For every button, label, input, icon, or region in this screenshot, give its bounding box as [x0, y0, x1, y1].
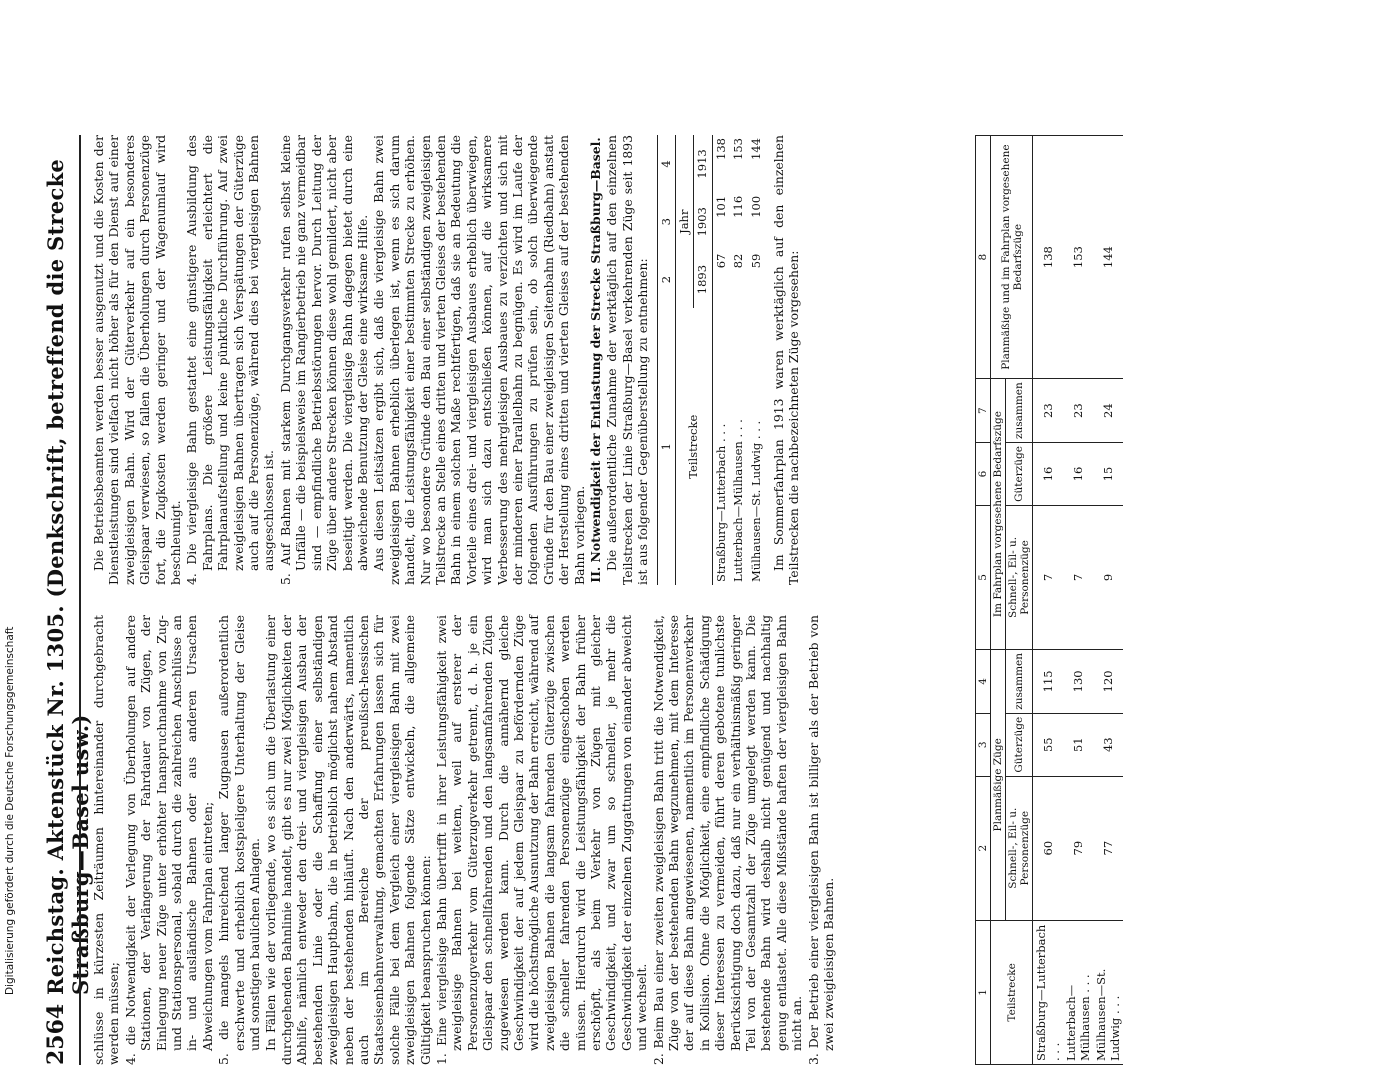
table-colnum: 2	[976, 776, 991, 920]
table-cell: 55	[1033, 713, 1064, 776]
right-column	[91, 135, 803, 585]
table-cell: 7	[1063, 505, 1093, 649]
table-header: 1913	[694, 135, 712, 193]
table-row	[730, 135, 747, 585]
table-cell: 138	[1033, 136, 1064, 379]
table-cell: 115	[1033, 649, 1064, 713]
table-cell: 60	[1033, 776, 1064, 920]
table-cell: 51	[1063, 713, 1093, 776]
table-header: Im Fahrplan vorgesehene Bedarfszüge	[991, 379, 1006, 650]
table-cell: 79	[1063, 776, 1093, 920]
table-colnum: 3	[657, 193, 675, 251]
summer-timetable-table	[975, 135, 1123, 1065]
paragraph: Die außerordentliche Zunahme der werktäglich auf den einzelnen Teilstrecken der Linie Straßburg—Basel verkehrenden Züge seit 1893 ist aus folgender Gegenüberstellung zu entnehmen:	[604, 135, 651, 585]
paragraph: 3. Der Betrieb einer viergleisigen Bahn ist billiger als der Betrieb von zwei zweigleisigen Bahnen.	[805, 615, 837, 1065]
table-row	[1033, 136, 1064, 1065]
table-colnum: 4	[657, 135, 675, 193]
table-colnum: 6	[976, 443, 991, 506]
table-cell: 59	[748, 253, 763, 269]
table-cell: 120	[1093, 649, 1123, 713]
table-cell: 67	[713, 253, 728, 269]
table-header: zusammen	[1006, 379, 1033, 443]
table-header: Planmäßige und im Fahrplan vorgesehene Bedarfszüge	[991, 136, 1033, 379]
table-cell: 130	[1063, 649, 1093, 713]
table-cell: 100	[748, 195, 763, 218]
table-cell: 138	[713, 138, 728, 160]
section-heading: II. Notwendigkeit der Entlastung der Strecke Straßburg—Basel.	[588, 137, 603, 583]
paragraph: 5. die mangels hinreichend langer Zugpausen außerordentlich erschwerte und erheblich kostspieligere Unterhaltung der Gleise und sonstigen baulichen Anlagen.	[216, 615, 263, 1065]
table-header: Teilstrecke	[991, 920, 1033, 1064]
table-cell: 153	[731, 138, 746, 160]
paragraph: 4. die Notwendigkeit der Verlegung von Überholungen auf andere Stationen, der Verlängerung der Fahrdauer von Zügen, der Einlegung neuer Züge unter erhöhter Inanspruchnahme von Zug- und Stationspersonal, sobald durch die zahlreichen Anschlüsse an in- und ausländische Bahnen oder aus anderen Ursachen Abweichungen vom Fahrplan eintreten;	[122, 615, 215, 1065]
table-colnum: 1	[657, 308, 675, 585]
table-row	[1063, 136, 1093, 1065]
table-cell: 77	[1093, 776, 1123, 920]
table-cell: 153	[1063, 136, 1093, 379]
table-cell: Mülhausen—St. Ludwig . . .	[1093, 920, 1123, 1064]
table-cell: 116	[731, 195, 746, 218]
table-header: Schnell-, Eil- u. Personenzüge	[1006, 776, 1033, 920]
table-header: zusammen	[1006, 649, 1033, 713]
table-cell: 9	[1093, 505, 1123, 649]
paragraph: 4. Die viergleisige Bahn gestattet eine günstigere Ausbildung des Fahrplans. Die größere Leistungsfähigkeit erleichtert die Fahrplanaufstellung und keine pünktliche Durchführung. Auf zwei zweigleisigen Bahnen übertragen sich Verspätungen der Güterzüge auch auf die Personenzüge, während dies bei viergleisigen Bahnen ausgeschlossen ist.	[184, 135, 277, 585]
table-cell: 144	[1093, 136, 1123, 379]
table-header: Güterzüge	[1006, 443, 1033, 506]
table-header: Planmäßige Züge	[991, 649, 1006, 920]
table-header: Güterzüge	[1006, 713, 1033, 776]
table-cell: 144	[748, 138, 763, 160]
trains-by-year-table	[657, 135, 765, 585]
table-cell: 23	[1063, 379, 1093, 443]
paragraph: In Fällen wie der vorliegende, wo es sich um die Überlastung einer durchgehenden Bahnlinie handelt, gibt es nur zwei Möglichkeiten der Abhilfe, nämlich entweder den drei- und viergleisigen Ausbau der bestehenden Linie oder die Schaffung einer selbständigen zweigleisigen Hauptbahn, die in betrieblich möglichst nahem Abstand neben der bestehenden hinläuft. Nach den anderwärts, namentlich auch im Bereiche der preußisch-hessischen Staatseisenbahnverwaltung, gemachten Erfahrungen lassen sich für solche Fälle bei dem Vergleich einer viergleisigen Bahn mit zwei zweigleisigen Bahnen folgende Sätze entwickeln, die allgemeine Gültigkeit beanspruchen können:	[263, 615, 433, 1065]
table-cell: 82	[731, 253, 746, 269]
table-row	[1093, 136, 1123, 1065]
paragraph: 2. Beim Bau einer zweiten zweigleisigen Bahn tritt die Notwendigkeit, Züge von der bestehenden Bahn wegzunehmen, mit dem Interesse der auf diese Bahn angewiesenen, namentlich im Personenverkehr in Kollision. Ohne die Möglichkeit, eine empfindliche Schädigung dieser Interessen zu vermeiden, führt deren gebotene tunlichste Berücksichtigung doch dazu, daß nur ein verhältnismäßig geringer Teil von der Gesamtzahl der Züge umgelegt werden kann. Die bestehende Bahn wird deshalb nicht genügend und nachhaltig genug entlastet. Alle diese Mißstände haften der viergleisigen Bahn nicht an.	[650, 615, 805, 1065]
table-cell: 24	[1093, 379, 1123, 443]
table-header: Jahr	[676, 135, 694, 308]
table-header: 1893	[694, 251, 712, 309]
table-colnum: 3	[976, 713, 991, 776]
paragraph: Im Sommerfahrplan 1913 waren werktäglich auf den einzelnen Teilstrecken die nachbezeichneten Züge vorgesehen:	[771, 135, 802, 585]
page-title: Reichstag. Aktenstück Nr. 1305. (Denkschrift, betreffend die Strecke Straßburg—Basel usw.)	[43, 158, 93, 995]
page-number: 2564	[43, 1003, 69, 1065]
paragraph: Die Betriebsbeamten werden besser ausgenutzt und die Kosten der Dienstleistungen sind vielfach nicht höher als für den Dienst auf einer zweigleisigen Bahn. Wird der Güterverkehr auf ein besonderes Gleispaar verwiesen, so fallen die Überholungen durch Personenzüge fort, die Zugkosten werden geringer und der Wagenumlauf wird beschleunigt.	[91, 135, 184, 585]
table-cell: 43	[1093, 713, 1123, 776]
table-cell: 101	[713, 195, 728, 218]
table-row	[712, 135, 730, 585]
paragraph: 5. Auf Bahnen mit starkem Durchgangsverkehr rufen selbst kleine Unfälle — die beispielsweise im Rangierbetrieb nie ganz vermeidbar sind — empfindliche Betriebsstörungen hervor. Durch Leitung der Züge über andere Strecken können diese wohl gemildert, nicht aber beseitigt werden. Die viergleisige Bahn dagegen bietet durch eine abweichende Benutzung der Gleise eine wirksame Hilfe.	[277, 135, 370, 585]
table-header: Schnell-, Eil- u. Personenzüge	[1006, 505, 1033, 649]
table-header: 1903	[694, 193, 712, 251]
table-colnum: 8	[976, 136, 991, 379]
header-rule	[79, 135, 81, 1065]
table-cell: Lutterbach—Mülhausen . . .	[1063, 920, 1093, 1064]
table-cell: 16	[1033, 443, 1064, 506]
left-column	[91, 615, 838, 1065]
table-colnum: 2	[657, 251, 675, 309]
table-cell: Straßburg—Lutterbach . . .	[713, 423, 728, 582]
page-header	[35, 135, 93, 1065]
table-row	[748, 135, 765, 585]
funding-note-text: Digitalisierung gefördert durch die Deutsche Forschungsgemeinschaft	[4, 626, 16, 995]
table-cell: Lutterbach—Mülhausen . . .	[731, 419, 746, 582]
table-cell: 16	[1063, 443, 1093, 506]
table-cell: Straßburg—Lutterbach . . .	[1033, 920, 1064, 1064]
table-colnum: 4	[976, 649, 991, 713]
rotated-page	[35, 135, 1265, 1065]
table-cell: 15	[1093, 443, 1123, 506]
paragraph: schlüsse in kürzesten Zeiträumen hintereinander durchgebracht werden müssen;	[91, 615, 122, 1065]
table-cell: Mülhausen—St. Ludwig . . .	[748, 420, 763, 582]
paragraph: Aus diesen Leitsätzen ergibt sich, daß die viergleisige Bahn zwei zweigleisigen Bahnen erheblich überlegen ist, wenn es sich darum handelt, die Leistungsfähigkeit einer bestimmten Strecke zu erhöhen. Nur wo besondere Gründe den Bau einer selbständigen zweigleisigen Teilstrecke an Stelle eines dritten und vierten Gleises der bestehenden Bahn in einem solchen Maße rechtfertigen, daß sie an Bedeutung die Vorteile eines drei- und viergleisigen Ausbaues erheblich überwiegen, wird man sich dazu entschließen können, auf die wirksamere Verbesserung des mehrgleisigen Ausbaues zu verzichten und sich mit der minderen einer Parallelbahn zu begnügen. Es wird im Laufe der folgenden Ausführungen zu prüfen sein, ob solch überwiegende Gründe für den Bau einer zweigleisigen Seitenbahn (Riedbahn) anstatt der Herstellung eines dritten und vierten Gleises auf der bestehenden Bahn vorliegen.	[371, 135, 587, 585]
table-cell: 23	[1033, 379, 1064, 443]
table-colnum: 5	[976, 505, 991, 649]
table-cell: 7	[1033, 505, 1064, 649]
table-colnum: 7	[976, 379, 991, 443]
table-colnum: 1	[976, 920, 991, 1064]
paragraph: 1. Eine viergleisige Bahn übertrifft in ihrer Leistungsfähigkeit zwei zweigleisige Bahnen bei weitem, weil auf ersterer der Personenzugverkehr vom Güterzugverkehr getrennt, d. h. je ein Gleispaar den schnellfahrenden und den langsamfahrenden Zügen zugewiesen werden kann. Durch die annähernd gleiche Geschwindigkeit der auf jedem Gleispaar zu befördernden Züge wird die höchstmögliche Ausnutzung der Bahn erreicht, während auf zweigleisigen Bahnen die langsam fahrenden Güterzüge zwischen die schneller fahrenden Personenzüge eingeschoben werden müssen. Hierdurch wird die Leistungsfähigkeit der Bahn früher erschöpft, als beim Verkehr von Zügen mit gleicher Geschwindigkeit, und zwar um so schneller, je mehr die Geschwindigkeit der einzelnen Zuggattungen von einander abweicht und wechselt.	[433, 615, 650, 1065]
table-header: Teilstrecke	[676, 308, 713, 585]
